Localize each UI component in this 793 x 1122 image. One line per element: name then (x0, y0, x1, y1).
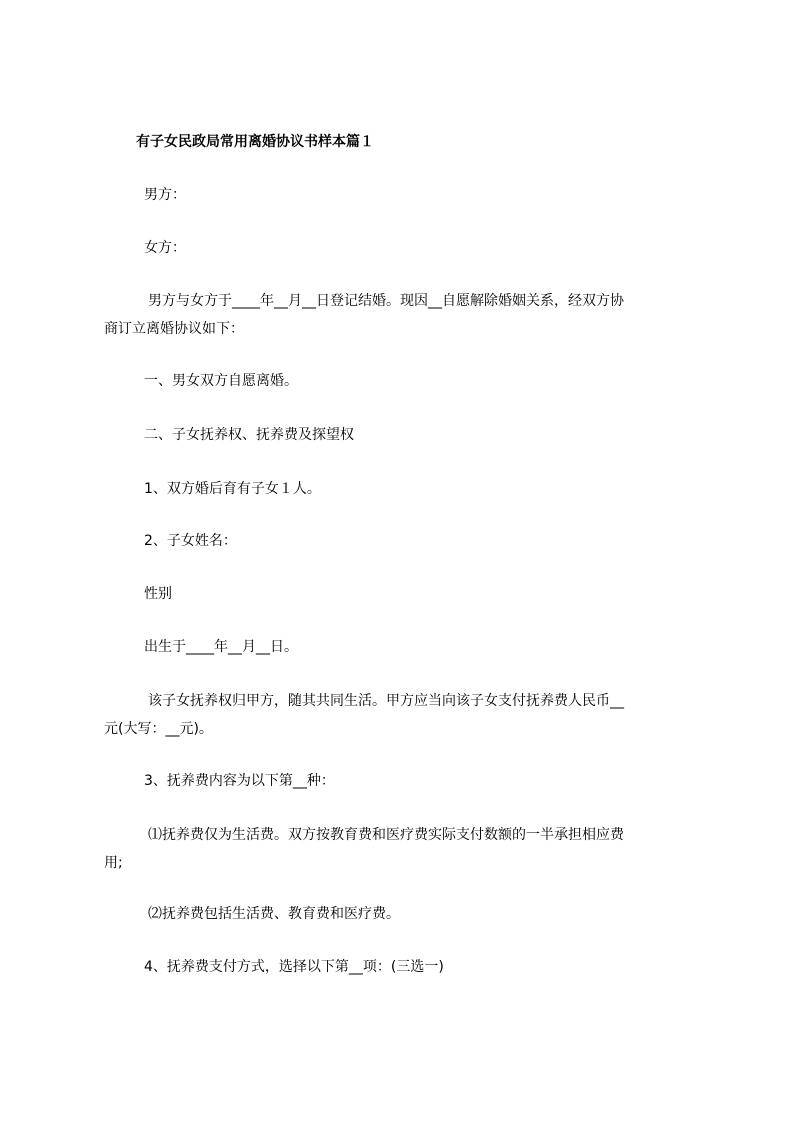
section-2-heading: 二、子女抚养权、抚养费及探望权 (144, 427, 354, 443)
custody-paragraph-line2: 元(大写：__元)。 (104, 721, 213, 737)
item-3: 3、抚养费内容为以下第__种： (144, 773, 335, 789)
birth-date-field: 出生于____年__月__日。 (144, 639, 298, 655)
custody-paragraph-line1: 该子女抚养权归甲方，随其共同生活。甲方应当向该子女支付抚养费人民币__ (148, 693, 624, 709)
intro-paragraph-line2: 商订立离婚协议如下： (104, 321, 244, 337)
option-1-line2: 用; (104, 855, 123, 871)
option-2: ⑵抚养费包括生活费、教育费和医疗费。 (148, 906, 400, 922)
option-1-line1: ⑴抚养费仅为生活费。双方按教育费和医疗费实际支付数额的一半承担相应费 (148, 827, 624, 843)
male-party-label: 男方： (144, 187, 186, 203)
female-party-label: 女方： (144, 240, 186, 256)
item-4: 4、抚养费支付方式，选择以下第__项：(三选一) (144, 959, 444, 975)
section-1: 一、男女双方自愿离婚。 (144, 373, 298, 389)
item-2: 2、子女姓名： (144, 533, 237, 549)
item-1: 1、双方婚后育有子女１人。 (144, 481, 321, 497)
document-title: 有子女民政局常用离婚协议书样本篇１ (136, 134, 374, 150)
gender-field: 性别 (144, 586, 172, 602)
intro-paragraph-line1: 男方与女方于____年__月__日登记结婚。现因__自愿解除婚姻关系，经双方协 (148, 293, 624, 309)
